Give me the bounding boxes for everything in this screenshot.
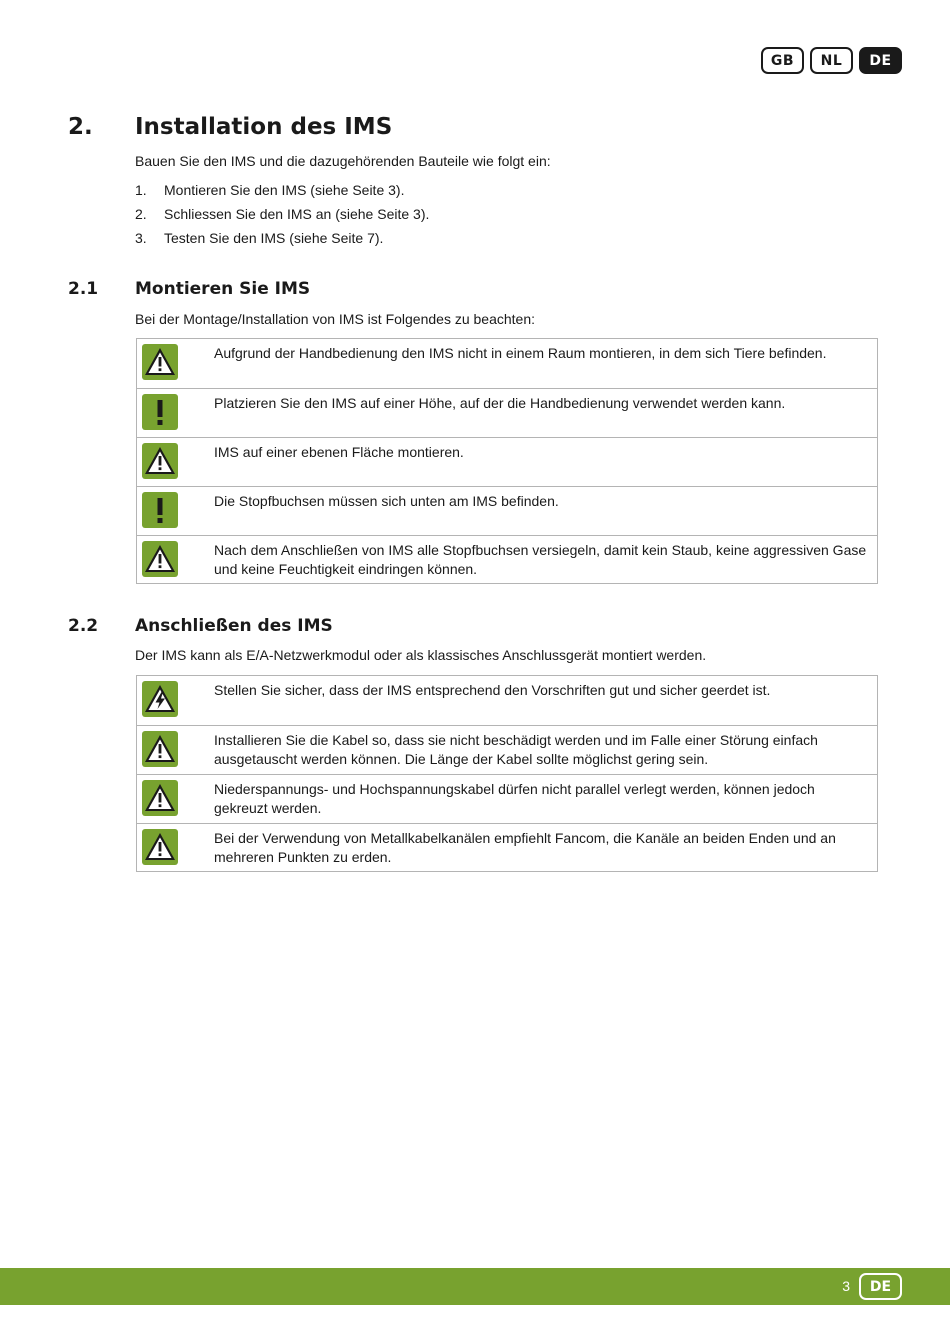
section-title: Montieren Sie IMS (135, 279, 311, 299)
step-text: Schliessen Sie den IMS an (siehe Seite 3). (164, 206, 430, 222)
section-intro: Bei der Montage/Installation von IMS ist Folgendes zu beachten: (135, 311, 536, 327)
electrical-warning-icon (137, 676, 207, 725)
footer-language-tab: DE (859, 1273, 902, 1300)
note-text: Bei der Verwendung von Metallkabelkanälen empfiehlt Fancom, die Kanäle an beiden Enden und an mehreren Punkten zu erden. (214, 830, 836, 865)
section-title: Anschließen des IMS (135, 616, 333, 636)
section-intro: Bauen Sie den IMS und die dazugehörenden Bauteile wie folgt ein: (135, 153, 551, 169)
step-text: Testen Sie den IMS (siehe Seite 7). (164, 230, 384, 246)
note-row (137, 774, 877, 823)
note-text: IMS auf einer ebenen Fläche montieren. (214, 444, 464, 460)
note-text: Aufgrund der Handbedienung den IMS nicht in einem Raum montieren, in dem sich Tiere befinden. (214, 345, 827, 361)
step-text: Montieren Sie den IMS (siehe Seite 3). (164, 182, 405, 198)
connection-notes-table (136, 675, 878, 872)
mounting-notes-table (136, 338, 878, 584)
note-row (137, 725, 877, 774)
exclamation-icon (137, 389, 207, 437)
warning-triangle-icon (137, 775, 207, 823)
footer-bar (0, 1268, 950, 1305)
note-text: Nach dem Anschließen von IMS alle Stopfbuchsen versiegeln, damit kein Staub, keine aggressiven Gase und keine Feuchtigkeit eindringen können. (214, 542, 867, 577)
page-number: 3 (842, 1278, 850, 1294)
step-number: 3. (135, 230, 147, 246)
step-number: 1. (135, 182, 147, 198)
step-number: 2. (135, 206, 147, 222)
note-row (137, 388, 877, 437)
language-tab-nl[interactable]: NL (810, 47, 853, 74)
note-row (137, 535, 877, 583)
note-text: Installieren Sie die Kabel so, dass sie nicht beschädigt werden und im Falle einer Störung einfach ausgetauscht werden können. Die Länge der Kabel sollte möglichst gering sein. (214, 732, 818, 767)
warning-triangle-icon (137, 536, 207, 583)
section-number: 2.1 (68, 279, 99, 299)
section-number: 2. (68, 114, 93, 140)
warning-triangle-icon (137, 824, 207, 871)
section-intro: Der IMS kann als E/A-Netzwerkmodul oder als klassisches Anschlussgerät montiert werden. (135, 647, 707, 663)
language-tab-de[interactable]: DE (859, 47, 902, 74)
note-row (137, 823, 877, 871)
language-tab-gb[interactable]: GB (761, 47, 804, 74)
note-row (137, 486, 877, 535)
note-row (137, 437, 877, 486)
note-text: Platzieren Sie den IMS auf einer Höhe, auf der die Handbedienung verwendet werden kann. (214, 395, 786, 411)
note-row (137, 339, 877, 388)
section-number: 2.2 (68, 616, 99, 636)
note-text: Niederspannungs- und Hochspannungskabel dürfen nicht parallel verlegt werden, können jedoch gekreuzt werden. (214, 781, 815, 816)
warning-triangle-icon (137, 438, 207, 486)
language-tabs (761, 47, 902, 74)
warning-triangle-icon (137, 726, 207, 774)
note-text: Die Stopfbuchsen müssen sich unten am IMS befinden. (214, 493, 559, 509)
note-text: Stellen Sie sicher, dass der IMS entsprechend den Vorschriften gut und sicher geerdet ist. (214, 682, 771, 698)
section-title: Installation des IMS (135, 114, 393, 140)
warning-triangle-icon (137, 339, 207, 388)
exclamation-icon (137, 487, 207, 535)
note-row (137, 676, 877, 725)
